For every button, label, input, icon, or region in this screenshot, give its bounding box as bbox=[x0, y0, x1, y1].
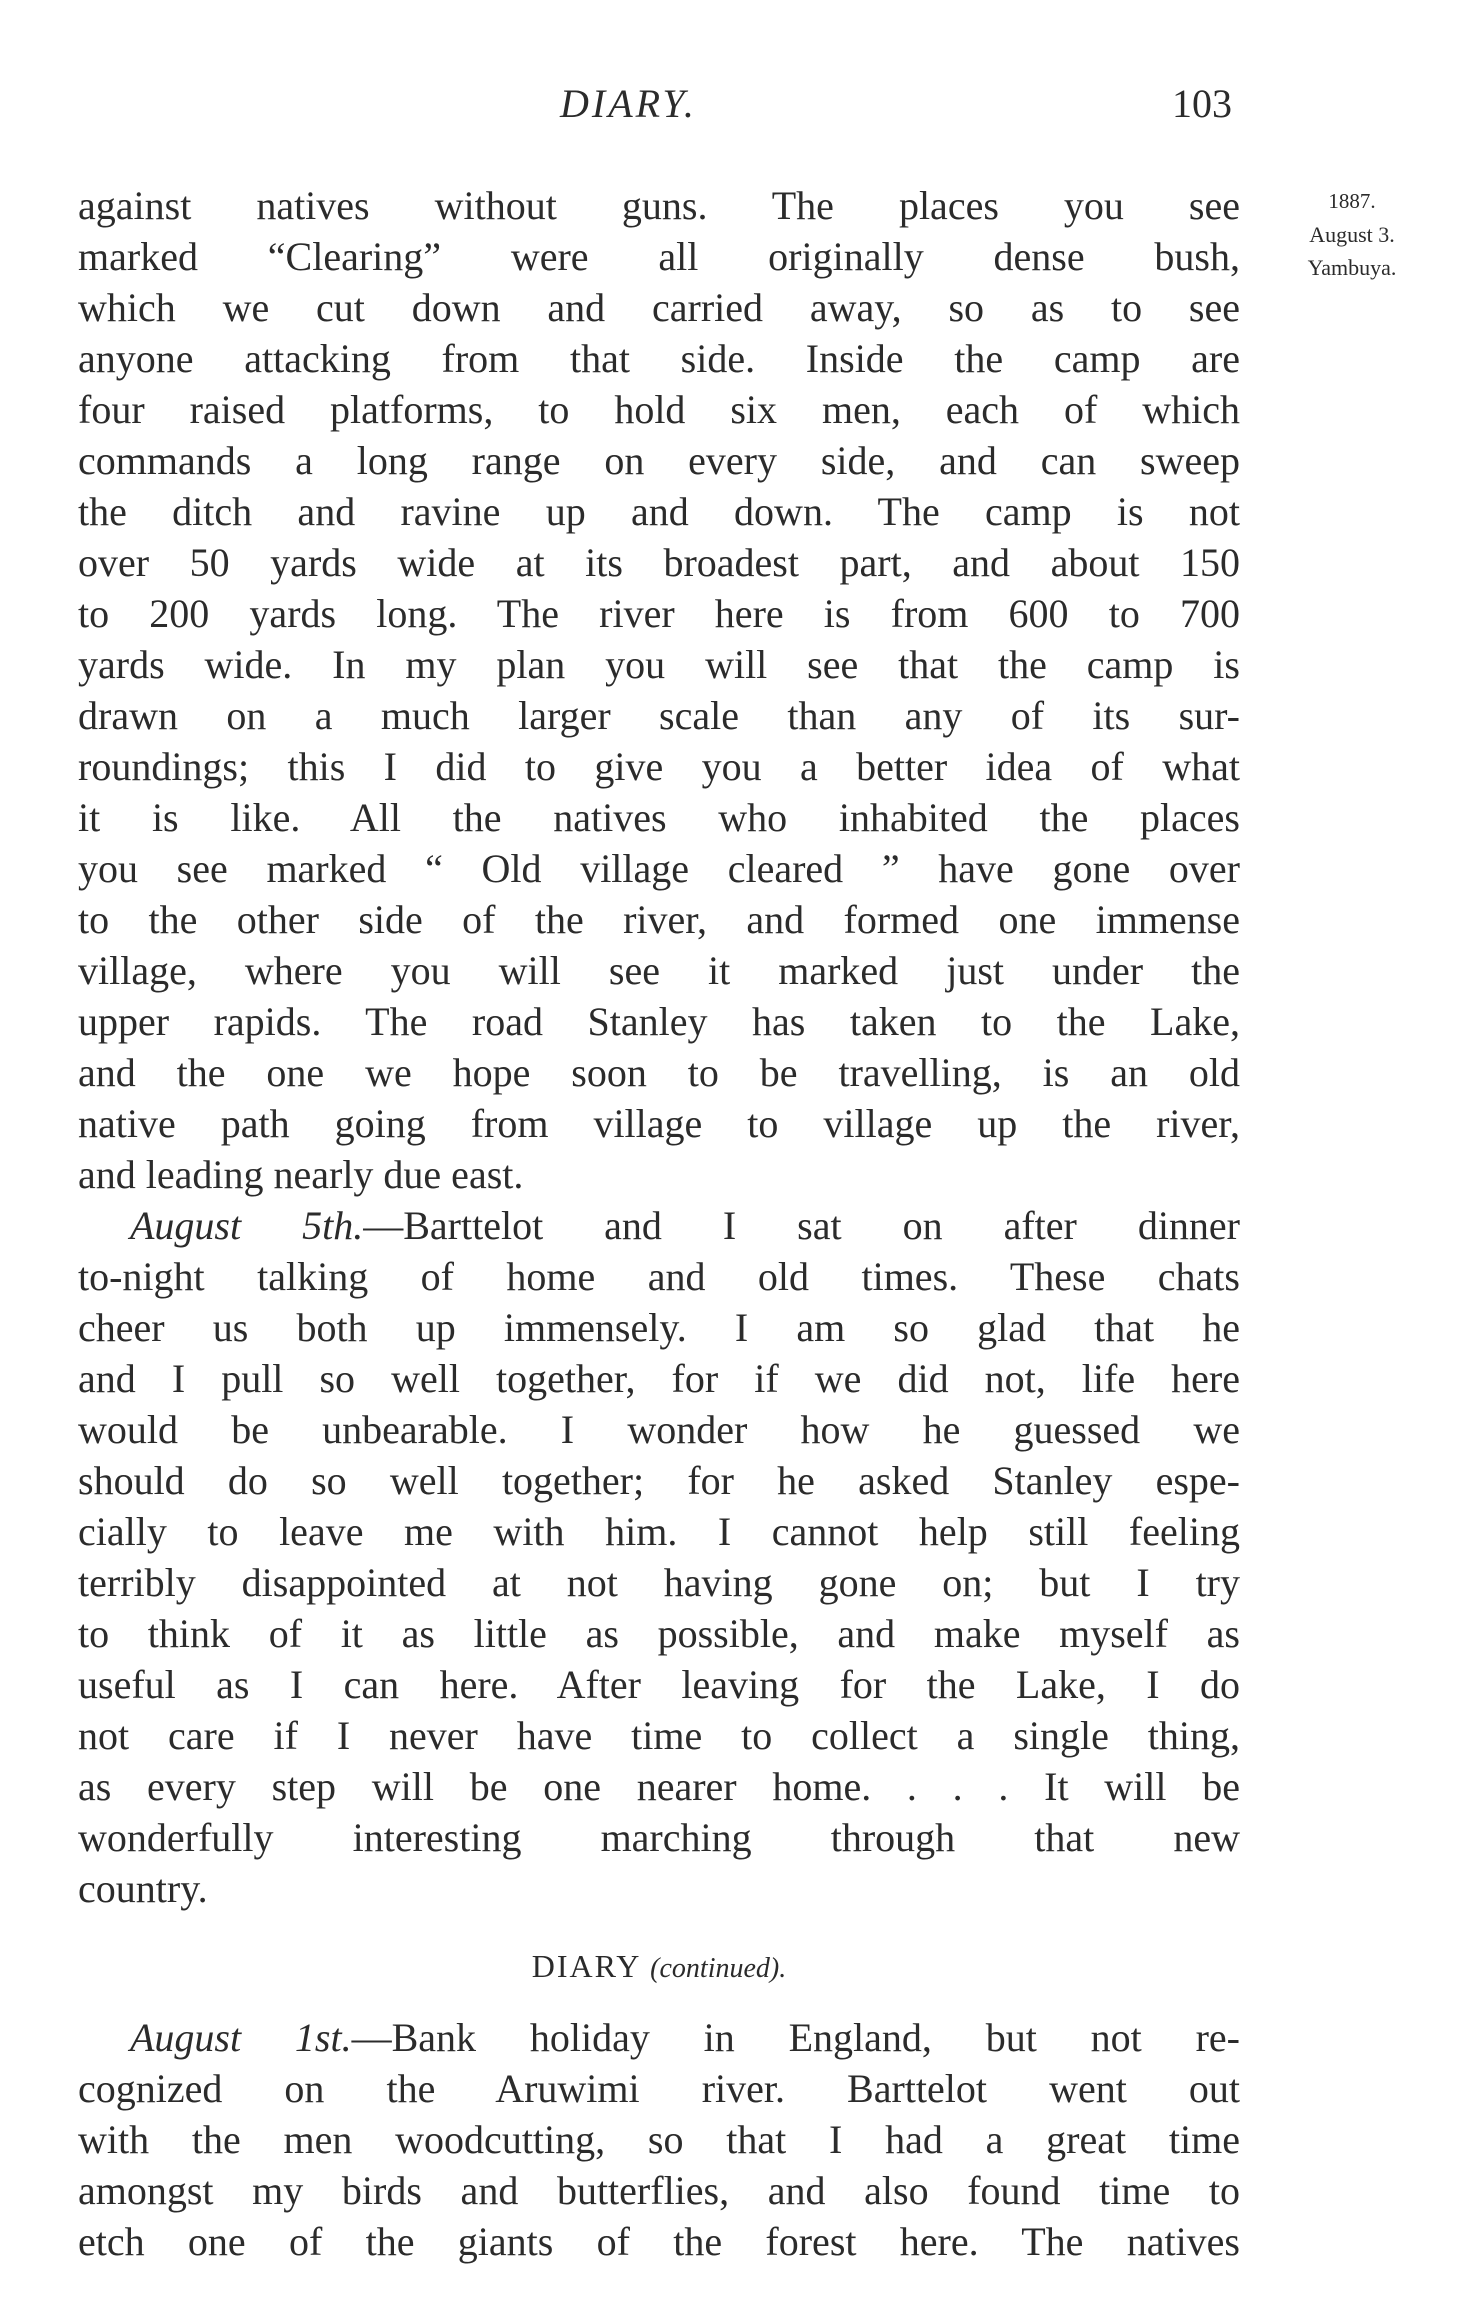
text-line: would be unbearable. I wonder how he guessed we bbox=[78, 1407, 1240, 1452]
text-line: commands a long range on every side, and can sweep bbox=[78, 438, 1240, 483]
text-line: to the other side of the river, and formed one immense bbox=[78, 897, 1240, 942]
text-line: upper rapids. The road Stanley has taken to the Lake, bbox=[78, 999, 1240, 1044]
text-line: useful as I can here. After leaving for the Lake, I do bbox=[78, 1662, 1240, 1707]
entry-date: August 1st. bbox=[130, 2015, 352, 2060]
text-line: anyone attacking from that side. Inside the camp are bbox=[78, 336, 1240, 381]
text-line: amongst my birds and butterflies, and also found time to bbox=[78, 2168, 1240, 2213]
paragraph-first-line bbox=[78, 1200, 1240, 1251]
text-line: and I pull so well together, for if we did not, life here bbox=[78, 1356, 1240, 1401]
text-line: native path going from village to village up the river, bbox=[78, 1101, 1240, 1146]
text-line: drawn on a much larger scale than any of its sur- bbox=[78, 693, 1240, 738]
entry-text: —Bank holiday in England, but not re- bbox=[351, 2015, 1240, 2060]
text-line: to 200 yards long. The river here is from 600 to 700 bbox=[78, 591, 1240, 636]
text-line: four raised platforms, to hold six men, each of which bbox=[78, 387, 1240, 432]
text-line: which we cut down and carried away, so as to see bbox=[78, 285, 1240, 330]
text-line: it is like. All the natives who inhabited the places bbox=[78, 795, 1240, 840]
text-line: roundings; this I did to give you a better idea of what bbox=[78, 744, 1240, 789]
text-line: cially to leave me with him. I cannot help still feeling bbox=[78, 1509, 1240, 1554]
text-line: against natives without guns. The places you see bbox=[78, 183, 1240, 228]
text-line: not care if I never have time to collect a single thing, bbox=[78, 1713, 1240, 1758]
text-line: and the one we hope soon to be travelling, is an old bbox=[78, 1050, 1240, 1095]
entry-date: August 5th. bbox=[130, 1203, 364, 1248]
page-header bbox=[0, 80, 1466, 140]
text-line: village, where you will see it marked just under the bbox=[78, 948, 1240, 993]
text-line: terribly disappointed at not having gone on; but I try bbox=[78, 1560, 1240, 1605]
text-line: over 50 yards wide at its broadest part, and about 150 bbox=[78, 540, 1240, 585]
page-number: 103 bbox=[1172, 81, 1232, 126]
text-line: wonderfully interesting marching through that new bbox=[78, 1815, 1240, 1860]
text-line: the ditch and ravine up and down. The camp is not bbox=[78, 489, 1240, 534]
text-line: you see marked “ Old village cleared ” have gone over bbox=[78, 846, 1240, 891]
paragraph-first-line bbox=[78, 2012, 1240, 2063]
text-line: should do so well together; for he asked Stanley espe- bbox=[78, 1458, 1240, 1503]
margin-note-date: August 3. bbox=[1309, 222, 1395, 247]
entry-text: —Barttelot and I sat on after dinner bbox=[363, 1203, 1240, 1248]
body-text bbox=[78, 180, 1240, 2267]
text-line: cheer us both up immensely. I am so glad that he bbox=[78, 1305, 1240, 1350]
margin-note-place: Yambuya. bbox=[1307, 255, 1397, 280]
text-line: marked “Clearing” were all originally dense bush, bbox=[78, 234, 1240, 279]
text-line: country. bbox=[78, 1866, 208, 1911]
text-line: as every step will be one nearer home. . . . It will be bbox=[78, 1764, 1240, 1809]
section-heading bbox=[78, 1920, 1240, 2012]
text-line: cognized on the Aruwimi river. Barttelot went out bbox=[78, 2066, 1240, 2111]
text-line: to think of it as little as possible, and make myself as bbox=[78, 1611, 1240, 1656]
margin-note bbox=[1272, 185, 1432, 284]
margin-note-year: 1887. bbox=[1328, 189, 1376, 213]
running-head: DIARY. bbox=[560, 81, 697, 126]
section-heading-sub: (continued). bbox=[650, 1953, 787, 1984]
text-line: and leading nearly due east. bbox=[78, 1152, 524, 1197]
text-line: with the men woodcutting, so that I had a great time bbox=[78, 2117, 1240, 2162]
text-line: yards wide. In my plan you will see that the camp is bbox=[78, 642, 1240, 687]
section-heading-main: DIARY bbox=[531, 1948, 641, 1984]
text-line: etch one of the giants of the forest here. The natives bbox=[78, 2219, 1240, 2264]
text-line: to-night talking of home and old times. These chats bbox=[78, 1254, 1240, 1299]
